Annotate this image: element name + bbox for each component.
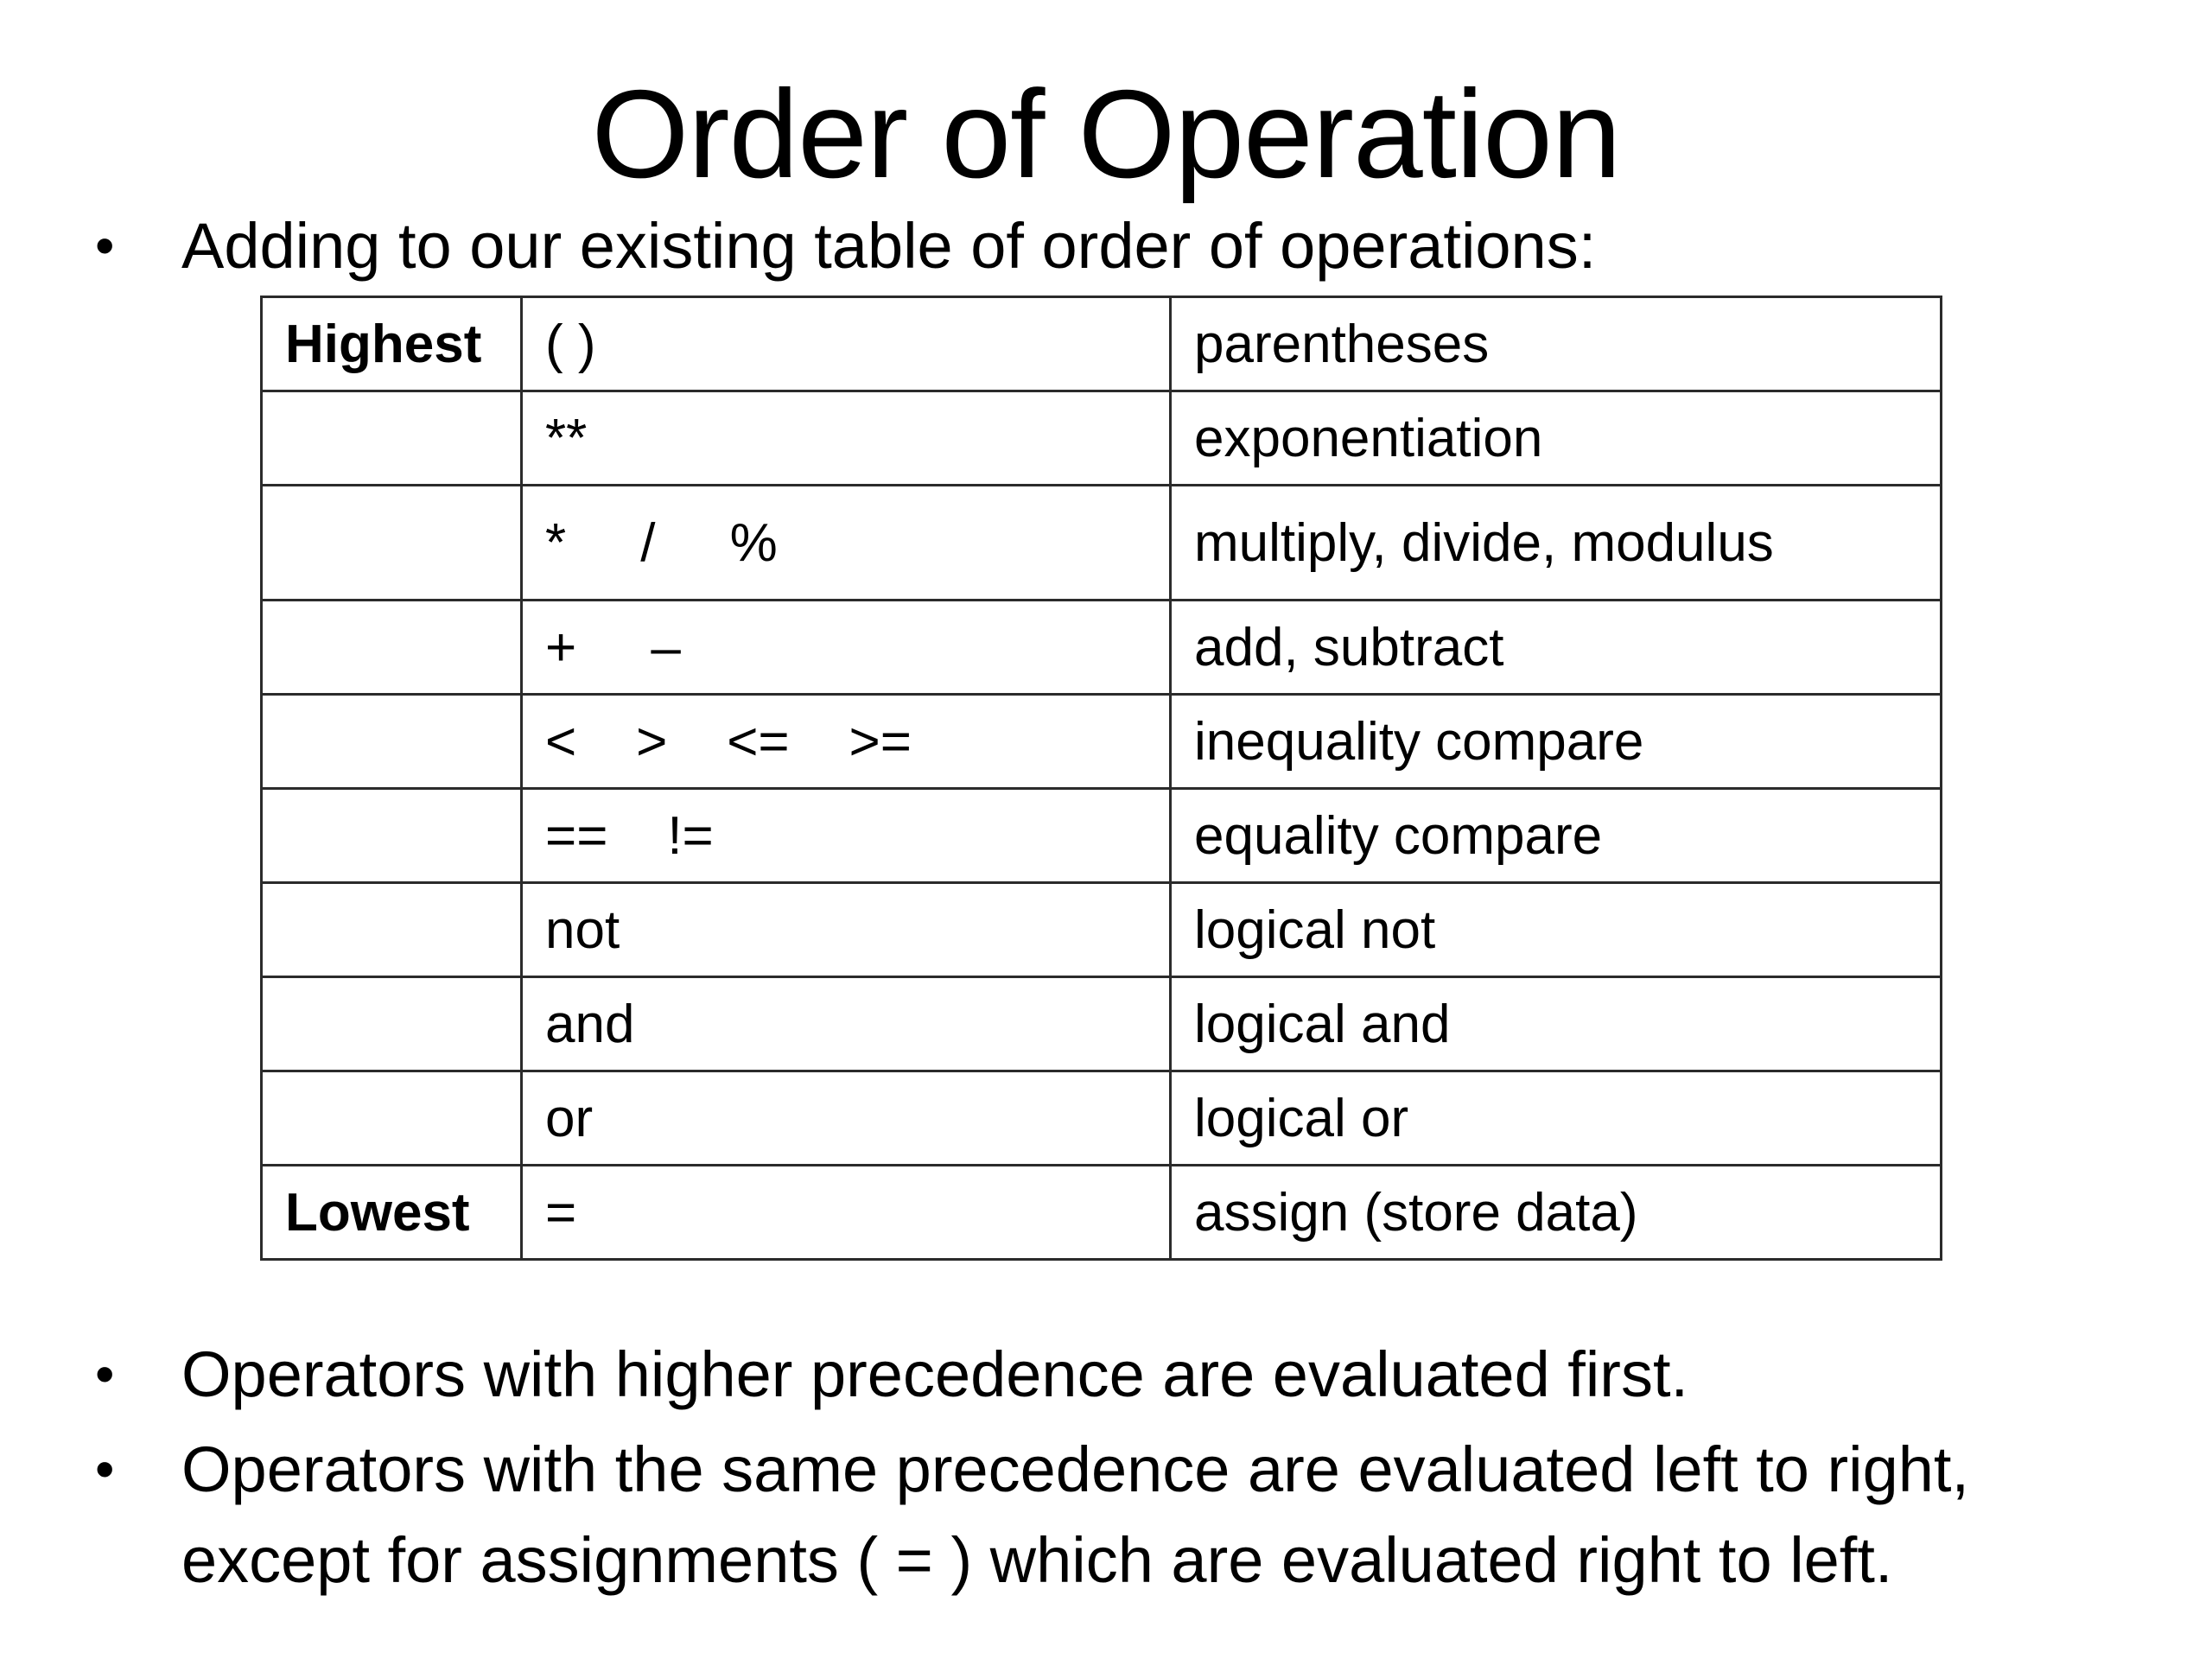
bullet-rule-associativity-text: [181, 1424, 1969, 1605]
description-cell: logical and: [1171, 977, 1942, 1071]
associativity-line-1: Operators with the same precedence are evaluated left to right,: [181, 1433, 1970, 1505]
operator-cell: not: [522, 883, 1171, 977]
operator-cell: **: [522, 391, 1171, 486]
table-row: [262, 883, 1942, 977]
description-cell: parentheses: [1171, 297, 1942, 391]
associativity-line-2: except for assignments ( = ) which are evaluated right to left.: [181, 1524, 1893, 1596]
table-row: [262, 1166, 1942, 1260]
rank-cell: [262, 601, 522, 695]
bullet-rule-precedence: [95, 1329, 1688, 1420]
rank-cell: [262, 695, 522, 789]
bullet-intro: [95, 200, 1596, 291]
bullet-rule-precedence-text: Operators with higher precedence are evaluated first.: [181, 1338, 1689, 1410]
precedence-table: [260, 296, 1942, 1261]
rank-cell: [262, 486, 522, 601]
operator-cell: or: [522, 1071, 1171, 1166]
rank-cell: [262, 1071, 522, 1166]
description-cell: multiply, divide, modulus: [1171, 486, 1942, 601]
description-cell: inequality compare: [1171, 695, 1942, 789]
table-row: [262, 297, 1942, 391]
description-cell: add, subtract: [1171, 601, 1942, 695]
description-cell: exponentiation: [1171, 391, 1942, 486]
bullet-intro-text: Adding to our existing table of order of operations:: [181, 210, 1597, 282]
rank-cell: [262, 789, 522, 883]
table-row: [262, 977, 1942, 1071]
table-row: [262, 391, 1942, 486]
operator-cell: + –: [522, 601, 1171, 695]
rank-cell: Highest: [262, 297, 522, 391]
operator-cell: < > <= >=: [522, 695, 1171, 789]
description-cell: logical not: [1171, 883, 1942, 977]
rank-cell: [262, 391, 522, 486]
bullet-marker: •: [95, 1438, 115, 1500]
operator-cell: and: [522, 977, 1171, 1071]
description-cell: assign (store data): [1171, 1166, 1942, 1260]
rank-cell: Lowest: [262, 1166, 522, 1260]
table-row: [262, 695, 1942, 789]
bullet-marker: •: [95, 214, 115, 276]
bullet-marker: •: [95, 1343, 115, 1405]
table-row: [262, 789, 1942, 883]
table-row: [262, 486, 1942, 601]
bullet-rule-associativity: [95, 1424, 1969, 1605]
table-row: [262, 1071, 1942, 1166]
operator-cell: * / %: [522, 486, 1171, 601]
operator-cell: =: [522, 1166, 1171, 1260]
rank-cell: [262, 883, 522, 977]
description-cell: equality compare: [1171, 789, 1942, 883]
operator-cell: == !=: [522, 789, 1171, 883]
description-cell: logical or: [1171, 1071, 1942, 1166]
rank-cell: [262, 977, 522, 1071]
slide-title: Order of Operation: [591, 64, 1621, 204]
operator-cell: ( ): [522, 297, 1171, 391]
table-row: [262, 601, 1942, 695]
